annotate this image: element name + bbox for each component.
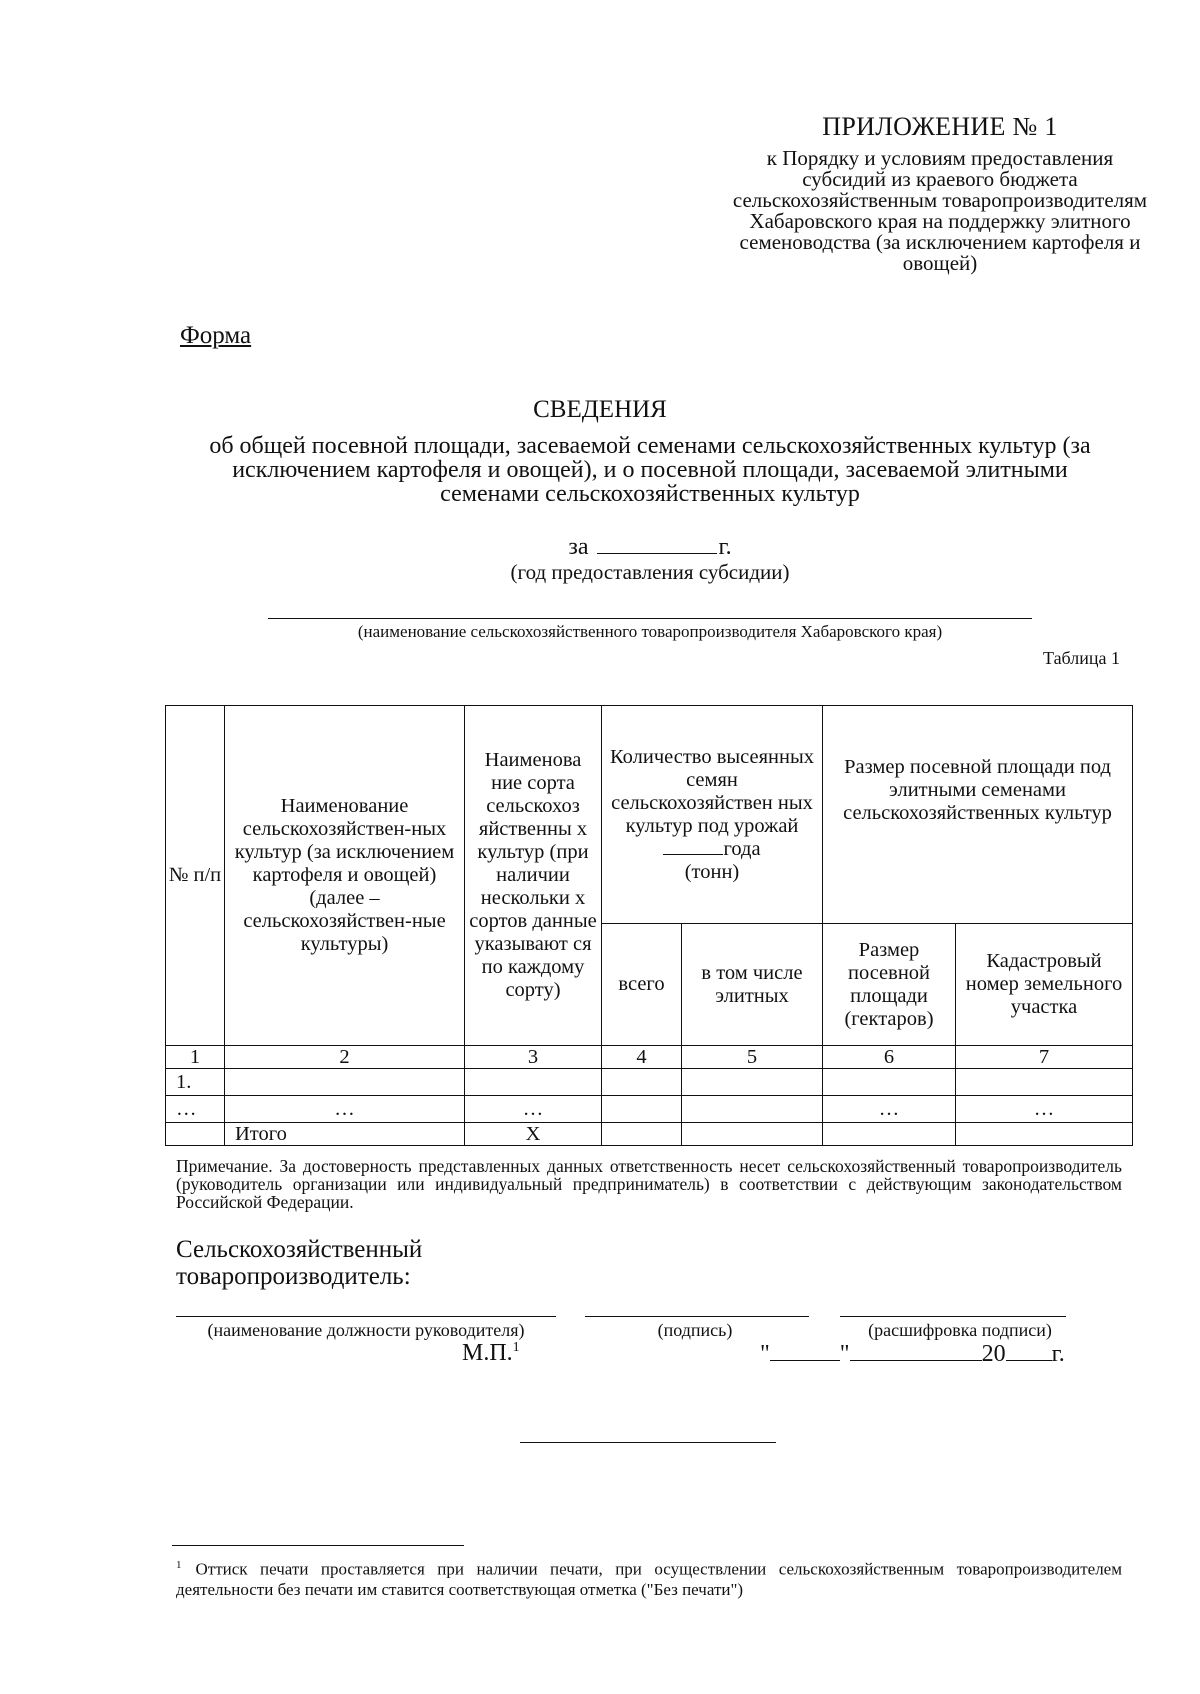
producer-label-text: Сельскохозяйственный товаропроизводитель: — [176, 1236, 423, 1290]
position-caption: (наименование должности руководителя) — [207, 1320, 525, 1340]
footnote-separator — [172, 1545, 464, 1546]
note: Примечание. За достоверность представленных данных ответственность несет сельскохозяйственный товаропроизводитель (руководитель организации или индивидуальный предприниматель) в соответствии с действующим законодательством Российской Федерации. — [176, 1156, 1122, 1212]
document-subtitle: об общей посевной площади, засеваемой семенами сельскохозяйственных культур (за исключением картофеля и овощей), и о посевной площади, засеваемой элитными семенами сельскохозяйственных культур — [209, 433, 1091, 507]
year-line — [500, 534, 800, 561]
year-blank — [597, 535, 717, 554]
date-line — [760, 1340, 1065, 1368]
table-row — [166, 1096, 1133, 1123]
total-label: Итого — [225, 1123, 465, 1146]
column-number: 5 — [682, 1046, 823, 1069]
date-year-blank — [1006, 1340, 1052, 1361]
column-number: 6 — [823, 1046, 956, 1069]
appendix-header — [700, 112, 1180, 274]
table-cell — [682, 1069, 823, 1096]
year-suffix: г. — [718, 534, 732, 560]
total-variety-cell: Х — [465, 1123, 602, 1146]
table-cell: … — [465, 1096, 602, 1123]
table-cell — [823, 1123, 956, 1146]
header-seed-quantity — [602, 706, 823, 924]
table-cell — [166, 1123, 225, 1146]
decode-caption: (расшифровка подписи) — [868, 1320, 1052, 1340]
header-seed-quantity-unit: (тонн) — [684, 860, 740, 883]
table-cell — [602, 1123, 682, 1146]
date-quote-open: " — [760, 1341, 770, 1367]
table-cell: … — [225, 1096, 465, 1123]
form-label: Форма — [180, 322, 252, 349]
seal-text: М.П. — [462, 1340, 513, 1366]
table-cell — [225, 1069, 465, 1096]
bottom-line — [520, 1442, 776, 1443]
appendix-description: к Порядку и условиям предоставления субсидий из краевого бюджета сельскохозяйственным товаропроизводителям Хабаровского края на поддержку элитного семеноводства (за исключением картофеля и овощей) — [732, 146, 1148, 275]
harvest-year-blank — [663, 838, 723, 855]
table-row — [166, 1069, 1133, 1096]
header-area-size: Размер посевной площади (гектаров) — [823, 924, 956, 1046]
table-cell — [823, 1069, 956, 1096]
year-caption: (год предоставления субсидии) — [510, 560, 790, 584]
seal-label — [462, 1340, 520, 1367]
table-cell — [602, 1096, 682, 1123]
footnote-text: Оттиск печати проставляется при наличии печати, при осуществлении сельскохозяйственным товаропроизводителем деятельности без печати им ставится соответствующая отметка ("Без печати") — [176, 1559, 1122, 1599]
column-number: 2 — [225, 1046, 465, 1069]
header-total: всего — [602, 924, 682, 1046]
table-cell: … — [956, 1096, 1133, 1123]
footnote-mark: 1 — [176, 1559, 182, 1571]
header-seed-quantity-year: года — [723, 837, 761, 860]
signature-caption: (подпись) — [657, 1320, 733, 1340]
table-cell — [956, 1069, 1133, 1096]
date-day-blank — [770, 1340, 840, 1361]
table-cell: 1. — [166, 1069, 225, 1096]
table-cell — [682, 1096, 823, 1123]
table-cell — [602, 1069, 682, 1096]
column-number: 3 — [465, 1046, 602, 1069]
table-label: Таблица 1 — [1043, 648, 1120, 668]
column-number: 1 — [166, 1046, 225, 1069]
decode-line — [840, 1316, 1066, 1317]
table-cell — [682, 1123, 823, 1146]
date-quote-close: " — [839, 1341, 850, 1367]
header-variety-name: Наименова ние сорта сельскохоз яйственны х культур (при наличии нескольки х сортов данные указывают ся по каждому сорту) — [465, 706, 602, 1046]
date-century: 20 — [981, 1341, 1006, 1367]
column-number: 7 — [956, 1046, 1133, 1069]
table-cell — [465, 1069, 602, 1096]
total-row — [166, 1123, 1133, 1146]
document-title: СВЕДЕНИЯ — [533, 396, 667, 423]
producer-caption: (наименование сельскохозяйственного товаропроизводителя Хабаровского края) — [357, 622, 943, 641]
table-cell: … — [166, 1096, 225, 1123]
column-numbers-row — [166, 1046, 1133, 1069]
appendix-title: ПРИЛОЖЕНИЕ № 1 — [822, 112, 1058, 141]
seal-footnote-mark: 1 — [512, 1340, 520, 1355]
position-line — [176, 1316, 556, 1317]
date-suffix: г. — [1051, 1341, 1065, 1367]
seeds-table — [165, 705, 1133, 1146]
header-seed-quantity-text: Количество высеянных семян сельскохозяйствен ных культур под урожай — [609, 745, 815, 837]
date-month-blank — [850, 1340, 982, 1361]
producer-name-line — [268, 618, 1032, 619]
column-number: 4 — [602, 1046, 682, 1069]
header-cadastral-number: Кадастровый номер земельного участка — [956, 924, 1133, 1046]
year-prefix: за — [568, 534, 589, 560]
header-number: № п/п — [166, 706, 225, 1046]
producer-signature-label — [176, 1236, 466, 1290]
header-crop-name: Наименование сельскохозяйствен-ных культур (за исключением картофеля и овощей) (далее – сельскохозяйствен-ные культуры) — [225, 706, 465, 1046]
table-cell: … — [823, 1096, 956, 1123]
table-cell — [956, 1123, 1133, 1146]
header-elite: в том числе элитных — [682, 924, 823, 1046]
footnote — [176, 1555, 1122, 1600]
signature-line — [585, 1316, 809, 1317]
header-sown-area: Размер посевной площади под элитными семенами сельскохозяйственных культур — [823, 706, 1133, 924]
